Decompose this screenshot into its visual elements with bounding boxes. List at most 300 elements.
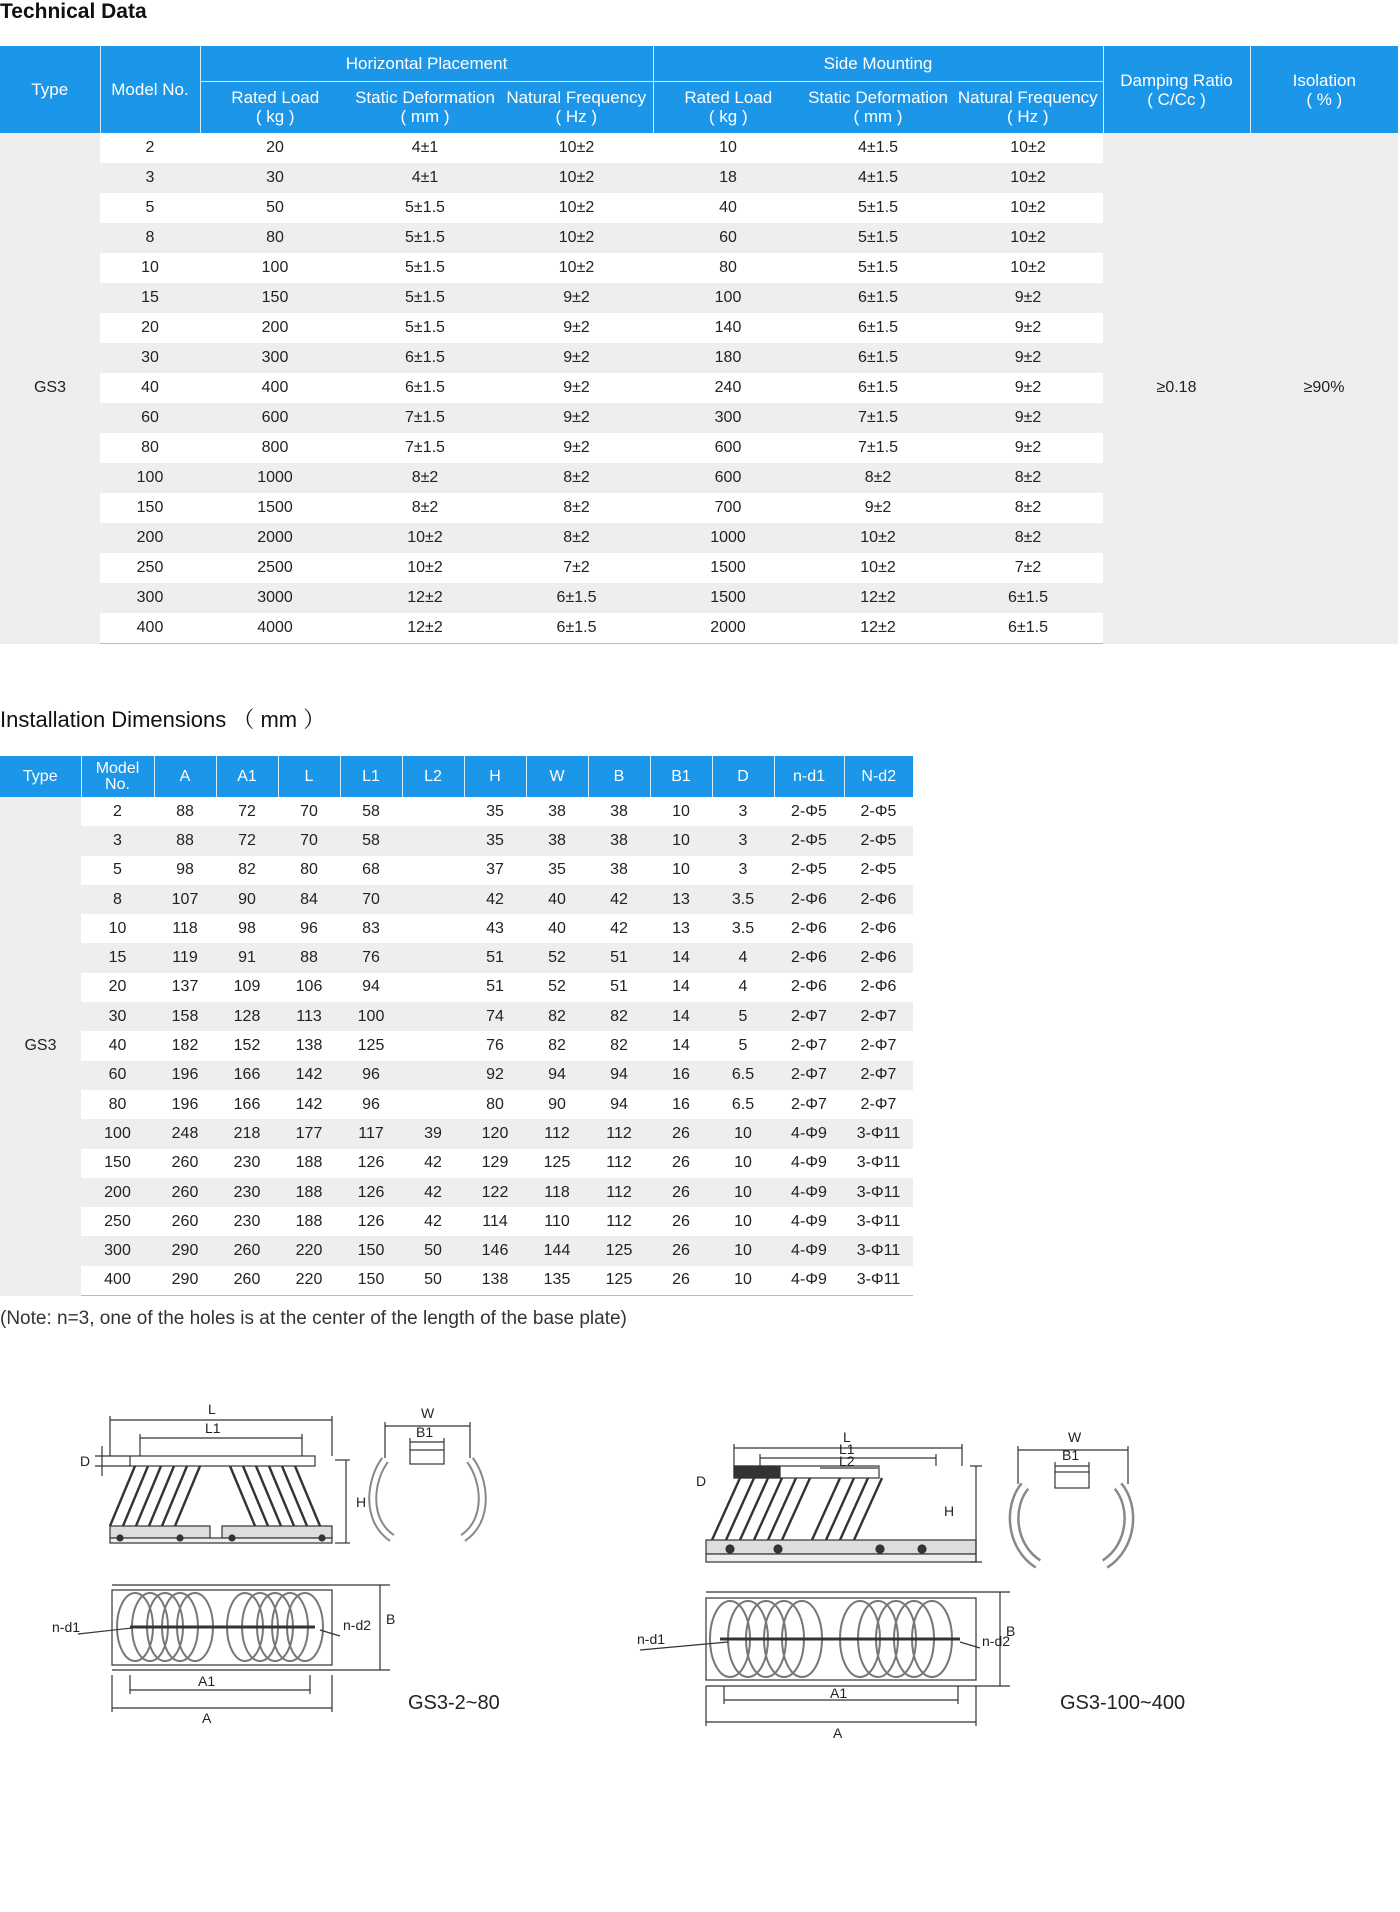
dims-cell (402, 1031, 464, 1060)
tech-cell: 2 (145, 139, 155, 156)
dims-cell: 82 (548, 1037, 566, 1055)
tech-isolation-cell: ≥90% (1250, 133, 1398, 644)
dims-cell: 91 (216, 943, 278, 972)
dims-cell (402, 973, 464, 1002)
tech-cell: 10±2 (558, 199, 595, 216)
tech-cell: 18 (653, 163, 803, 193)
dims-cell: 119 (154, 943, 216, 972)
group-side-mounting: Side Mounting (653, 46, 1103, 81)
dims-row (0, 1031, 913, 1060)
tech-cell: 12±2 (803, 583, 953, 613)
dims-cell: 110 (544, 1212, 570, 1230)
tech-cell: 8 (100, 223, 200, 253)
dims-cell: 51 (588, 943, 650, 972)
dims-cell: 196 (171, 1095, 199, 1113)
dims-cell: 3.5 (712, 885, 774, 914)
dim-label-A1: A1 (198, 1673, 216, 1689)
dims-cell: 166 (216, 1061, 278, 1090)
tech-cell: 9±2 (563, 319, 590, 336)
dims-cell: 76 (340, 943, 402, 972)
dims-cell: 90 (548, 1095, 566, 1113)
installation-dimensions-table (0, 756, 913, 1296)
tech-cell: 5±1.5 (350, 283, 500, 313)
dims-cell: 5 (738, 1037, 748, 1055)
tech-cell: 10±2 (860, 559, 896, 576)
dims-row (0, 885, 913, 914)
tech-cell: 60 (100, 403, 200, 433)
tech-cell: 9±2 (953, 343, 1103, 373)
tech-cell: 6±1.5 (500, 613, 653, 644)
tech-cell: 9±2 (1014, 379, 1042, 396)
dims-cell: 218 (216, 1119, 278, 1148)
dim-label-n-d2: n-d2 (343, 1617, 372, 1633)
dim-label-L-large: L (843, 1429, 851, 1445)
dims-cell: 107 (154, 885, 216, 914)
tech-cell: 600 (200, 403, 350, 433)
dims-cell: 51 (610, 978, 628, 996)
dims-cell: 10 (108, 919, 127, 937)
tech-cell: 9±2 (563, 379, 590, 396)
dims-cell: 96 (340, 1061, 402, 1090)
dims-cell: 112 (606, 1212, 632, 1230)
dims-cell: 112 (588, 1178, 650, 1207)
dims-cell: 6.5 (731, 1095, 755, 1113)
tech-cell: 5±1.5 (405, 199, 445, 216)
tech-cell: 10±2 (558, 259, 595, 276)
tech-cell: 30 (200, 163, 350, 193)
installation-dimensions-title: Installation Dimensions （ mm ） (0, 707, 326, 732)
tech-cell: 10±2 (350, 523, 500, 553)
dims-cell: 10 (712, 1178, 774, 1207)
tech-cell: 7±1.5 (405, 439, 445, 456)
dims-cell: 260 (171, 1212, 199, 1230)
dims-cell: 8 (81, 885, 154, 914)
dims-row (0, 797, 913, 826)
col-h-static-deformation: Static Deformation ( mm ) (350, 81, 500, 133)
dims-cell: 26 (650, 1236, 712, 1265)
dims-cell: 150 (104, 1154, 131, 1172)
dims-cell: 2-Φ7 (844, 1002, 913, 1031)
dims-row (0, 1090, 913, 1119)
tech-cell: 2000 (653, 613, 803, 644)
caption-gs3-100-400: GS3-100~400 (1060, 1692, 1186, 1714)
dims-cell: 230 (233, 1212, 261, 1230)
dims-cell: 40 (548, 919, 566, 937)
tech-cell: 4±1.5 (803, 163, 953, 193)
col-isolation: Isolation ( % ) (1250, 46, 1398, 133)
tech-cell: 12±2 (350, 613, 500, 644)
dim-label-D: D (80, 1453, 91, 1469)
dims-cell: 38 (610, 861, 628, 879)
dims-cell: 125 (588, 1266, 650, 1296)
tech-cell: 5±1.5 (803, 223, 953, 253)
dims-cell: 37 (486, 861, 504, 879)
tech-cell: 60 (653, 223, 803, 253)
dims-cell: 83 (362, 919, 380, 937)
tech-cell: 100 (261, 259, 289, 276)
dims-col-a1: A1 (216, 756, 278, 797)
dims-cell: 3 (738, 802, 748, 820)
dims-cell: 5 (113, 861, 122, 879)
tech-cell: 150 (200, 283, 350, 313)
dims-cell: 74 (464, 1002, 526, 1031)
dim-label-L1: L1 (205, 1420, 221, 1436)
dims-cell: 26 (650, 1119, 712, 1148)
dims-row (0, 1149, 913, 1178)
dims-cell: 2-Φ7 (844, 1061, 913, 1090)
dims-cell: 290 (154, 1266, 216, 1296)
tech-cell: 9±2 (953, 283, 1103, 313)
dim-label-W-large: W (1068, 1429, 1082, 1445)
dims-cell: 230 (233, 1154, 261, 1172)
tech-cell: 700 (714, 499, 742, 516)
dims-cell: 3-Φ11 (844, 1178, 913, 1207)
dims-cell: 50 (402, 1236, 464, 1265)
dims-cell: 200 (81, 1178, 154, 1207)
dims-cell: 150 (340, 1236, 402, 1265)
tech-cell: 80 (200, 223, 350, 253)
dims-cell: 112 (588, 1119, 650, 1148)
dims-cell: 82 (588, 1002, 650, 1031)
dims-cell: 14 (650, 943, 712, 972)
dims-cell: 158 (154, 1002, 216, 1031)
dims-col-b1: B1 (650, 756, 712, 797)
dims-cell: 2-Φ7 (774, 1002, 844, 1031)
dims-cell: 76 (486, 1037, 504, 1055)
dims-cell: 10 (650, 826, 712, 855)
dims-cell: 2-Φ7 (860, 1095, 897, 1113)
dims-cell: 42 (464, 885, 526, 914)
tech-cell: 100 (653, 283, 803, 313)
dims-cell: 94 (610, 1095, 628, 1113)
dims-cell: 118 (526, 1178, 588, 1207)
dims-cell: 142 (295, 1095, 323, 1113)
tech-cell: 10 (719, 139, 737, 156)
dims-cell: 40 (526, 885, 588, 914)
dims-cell: 2-Φ6 (860, 919, 897, 937)
dims-cell: 114 (482, 1212, 508, 1230)
tech-cell: 8±2 (563, 499, 590, 516)
dims-cell: 118 (172, 919, 198, 937)
tech-cell: 140 (714, 319, 742, 336)
dims-cell: 3.5 (731, 919, 755, 937)
dims-col-n-d1: n-d1 (774, 756, 844, 797)
tech-cell: 10±2 (1010, 139, 1046, 156)
front-view-small (80, 1401, 366, 1543)
tech-cell: 5±1.5 (858, 199, 898, 216)
dims-cell: 42 (610, 919, 628, 937)
dims-cell: 94 (588, 1061, 650, 1090)
dims-cell: 177 (278, 1119, 340, 1148)
dims-type-cell: GS3 (0, 797, 81, 1296)
tech-cell: 2500 (257, 559, 293, 576)
tech-cell: 40 (719, 199, 737, 216)
dims-cell: 40 (108, 1037, 127, 1055)
dims-cell: 42 (424, 1154, 442, 1172)
tech-cell: 10±2 (500, 223, 653, 253)
tech-damping-cell: ≥0.18 (1103, 133, 1250, 644)
dims-cell: 10 (672, 861, 690, 879)
dims-cell: 182 (171, 1037, 199, 1055)
dim-label-L: L (208, 1401, 216, 1417)
dims-col-b: B (588, 756, 650, 797)
tech-cell: 4±1.5 (858, 139, 898, 156)
dims-cell: 260 (171, 1154, 199, 1172)
dims-cell: 260 (154, 1178, 216, 1207)
tech-cell: 4000 (200, 613, 350, 644)
tech-cell: 5 (145, 199, 155, 216)
front-view-large (696, 1429, 982, 1562)
col-h-rated-load: Rated Load ( kg ) (200, 81, 350, 133)
dims-col-h: H (464, 756, 526, 797)
dims-cell: 106 (295, 978, 323, 996)
dims-cell (402, 1061, 464, 1090)
dims-cell: 35 (464, 826, 526, 855)
tech-cell: 6±1.5 (803, 343, 953, 373)
tech-cell: 250 (136, 559, 164, 576)
dims-col-d: D (712, 756, 774, 797)
tech-cell: 1500 (710, 559, 746, 576)
dims-cell: 4 (712, 943, 774, 972)
tech-cell: 80 (141, 439, 159, 456)
dims-cell: 80 (486, 1095, 504, 1113)
dims-cell: 188 (295, 1212, 323, 1230)
dims-cell: 4-Φ9 (791, 1212, 827, 1230)
dims-cell: 94 (526, 1061, 588, 1090)
group-horizontal-placement: Horizontal Placement (200, 46, 653, 81)
tech-cell: 8±2 (411, 499, 439, 516)
tech-cell: 9±2 (1014, 319, 1042, 336)
dims-col-type: Type (0, 756, 81, 797)
dims-cell: 138 (464, 1266, 526, 1296)
dims-cell: 90 (216, 885, 278, 914)
dims-row (0, 943, 913, 972)
dims-cell: 35 (548, 861, 566, 879)
dims-cell: 125 (588, 1236, 650, 1265)
dims-cell: 30 (81, 1002, 154, 1031)
tech-cell: 7±2 (563, 559, 590, 576)
tech-row (0, 133, 1398, 163)
dims-cell: 2-Φ6 (860, 978, 897, 996)
dims-cell: 52 (526, 943, 588, 972)
dims-cell: 2-Φ6 (774, 885, 844, 914)
tech-cell: 20 (266, 139, 284, 156)
dims-cell: 26 (672, 1154, 690, 1172)
dims-cell: 52 (548, 978, 566, 996)
dims-cell: 2-Φ5 (844, 826, 913, 855)
dims-cell: 82 (238, 861, 256, 879)
dims-cell: 72 (216, 826, 278, 855)
dims-cell: 188 (295, 1154, 323, 1172)
dims-cell: 10 (734, 1154, 752, 1172)
dims-cell: 16 (672, 1095, 690, 1113)
dims-cell: 68 (362, 861, 380, 879)
dims-cell: 39 (402, 1119, 464, 1148)
dims-cell: 400 (81, 1266, 154, 1296)
dims-cell: 112 (526, 1119, 588, 1148)
tech-cell: 12±2 (350, 583, 500, 613)
dims-cell: 117 (340, 1119, 402, 1148)
tech-cell: 800 (261, 439, 289, 456)
dims-cell: 82 (526, 1002, 588, 1031)
dims-row (0, 1236, 913, 1265)
tech-cell: 300 (100, 583, 200, 613)
dims-col-model-no: Model No. (81, 756, 154, 797)
dims-row (0, 973, 913, 1002)
dims-cell: 26 (672, 1212, 690, 1230)
tech-cell: 3000 (200, 583, 350, 613)
dims-cell: 96 (300, 919, 318, 937)
dims-row (0, 1178, 913, 1207)
dims-row (0, 826, 913, 855)
dims-cell: 2-Φ6 (844, 943, 913, 972)
dims-cell: 42 (424, 1212, 442, 1230)
tech-cell: 10±2 (953, 163, 1103, 193)
dims-cell: 10 (734, 1212, 752, 1230)
tech-cell: 5±1.5 (350, 223, 500, 253)
dims-cell: 51 (464, 943, 526, 972)
dims-cell: 3-Φ11 (844, 1236, 913, 1265)
dims-cell: 112 (606, 1154, 632, 1172)
col-h-natural-frequency: Natural Frequency ( Hz ) (500, 81, 653, 133)
dim-label-A1-large: A1 (830, 1685, 848, 1701)
dims-cell: 20 (108, 978, 127, 996)
dims-cell: 26 (650, 1178, 712, 1207)
dims-cell: 260 (216, 1266, 278, 1296)
dims-cell: 120 (464, 1119, 526, 1148)
dims-cell: 38 (588, 826, 650, 855)
tech-cell: 80 (719, 259, 737, 276)
dims-cell: 126 (340, 1178, 402, 1207)
dims-cell: 51 (486, 978, 504, 996)
dims-cell: 2-Φ7 (791, 1095, 827, 1113)
col-model-no: Model No. (100, 46, 200, 133)
tech-cell: 400 (100, 613, 200, 644)
tech-cell: 8±2 (1014, 499, 1042, 516)
tech-cell: 9±2 (864, 499, 892, 516)
tech-cell: 10±2 (1010, 199, 1046, 216)
dims-cell: 2 (113, 802, 122, 820)
dims-cell (402, 885, 464, 914)
tech-cell: 10±2 (500, 163, 653, 193)
dim-label-D-large: D (696, 1473, 707, 1489)
dims-cell: 144 (526, 1236, 588, 1265)
col-damping-ratio: Damping Ratio ( C/Cc ) (1103, 46, 1250, 133)
dims-cell (402, 826, 464, 855)
col-s-rated-load: Rated Load ( kg ) (653, 81, 803, 133)
tech-cell: 300 (653, 403, 803, 433)
tech-cell: 30 (100, 343, 200, 373)
dims-cell: 10 (712, 1119, 774, 1148)
dims-cell: 166 (233, 1095, 261, 1113)
dims-cell: 2-Φ6 (774, 943, 844, 972)
tech-cell: 8±2 (500, 463, 653, 493)
tech-cell: 4±1 (411, 139, 439, 156)
dims-cell: 50 (402, 1266, 464, 1296)
col-s-natural-frequency: Natural Frequency ( Hz ) (953, 81, 1103, 133)
tech-cell: 6±1.5 (405, 379, 445, 396)
dims-cell: 3 (738, 861, 748, 879)
dims-cell: 2-Φ6 (791, 978, 827, 996)
note-text: (Note: n=3, one of the holes is at the center of the length of the base plate) (0, 1308, 627, 1329)
drawing-gs3-small (40, 1390, 500, 1730)
technical-data-title: Technical Data (0, 0, 147, 23)
dims-cell: 2-Φ5 (791, 861, 827, 879)
tech-cell: 3 (100, 163, 200, 193)
tech-cell: 40 (141, 379, 159, 396)
dims-cell: 126 (357, 1154, 385, 1172)
dims-cell: 248 (154, 1119, 216, 1148)
tech-cell: 150 (136, 499, 164, 516)
dims-cell: 129 (481, 1154, 509, 1172)
dims-cell: 4-Φ9 (774, 1178, 844, 1207)
dims-col-l1: L1 (340, 756, 402, 797)
dims-cell: 43 (486, 919, 504, 937)
dims-col-a: A (154, 756, 216, 797)
dims-cell: 92 (464, 1061, 526, 1090)
dims-cell: 250 (104, 1212, 131, 1230)
dims-cell: 3-Φ11 (856, 1212, 901, 1230)
dims-cell: 14 (650, 1002, 712, 1031)
tech-cell: 10 (141, 259, 159, 276)
dims-col-l2: L2 (402, 756, 464, 797)
dims-cell: 3-Φ11 (844, 1266, 913, 1296)
dims-cell: 300 (81, 1236, 154, 1265)
tech-cell: 6±1.5 (953, 583, 1103, 613)
dim-label-A: A (202, 1710, 212, 1726)
dims-cell: 135 (526, 1266, 588, 1296)
dims-cell: 2-Φ7 (774, 1061, 844, 1090)
dims-row (0, 1119, 913, 1148)
dims-cell: 15 (81, 943, 154, 972)
technical-data-table (0, 46, 1398, 644)
dims-cell: 100 (81, 1119, 154, 1148)
dims-cell: 4-Φ9 (774, 1266, 844, 1296)
dims-cell: 60 (81, 1061, 154, 1090)
tech-cell: 180 (653, 343, 803, 373)
dims-cell: 94 (362, 978, 380, 996)
tech-cell: 8±2 (500, 523, 653, 553)
dims-cell: 84 (278, 885, 340, 914)
top-view-large (637, 1592, 1015, 1741)
side-view-large (1014, 1429, 1129, 1564)
dims-cell (402, 797, 464, 826)
dims-cell: 150 (340, 1266, 402, 1296)
dims-cell: 42 (402, 1178, 464, 1207)
dims-cell: 14 (672, 1037, 690, 1055)
tech-cell: 8±2 (953, 463, 1103, 493)
tech-cell: 8±2 (350, 463, 500, 493)
dims-cell: 100 (340, 1002, 402, 1031)
tech-cell: 9±2 (953, 403, 1103, 433)
dim-label-A-large: A (833, 1725, 843, 1741)
dims-cell: 142 (278, 1061, 340, 1090)
tech-cell: 20 (141, 319, 159, 336)
dims-cell: 6.5 (712, 1061, 774, 1090)
dims-cell: 2-Φ5 (860, 861, 897, 879)
tech-cell: 6±1.5 (350, 343, 500, 373)
tech-cell: 200 (100, 523, 200, 553)
dim-label-n-d1: n-d1 (52, 1619, 81, 1635)
tech-cell: 200 (261, 319, 289, 336)
tech-cell: 6±1.5 (500, 583, 653, 613)
dims-cell: 3 (81, 826, 154, 855)
tech-cell: 7±1.5 (858, 439, 898, 456)
tech-cell: 10±2 (407, 559, 443, 576)
tech-cell: 9±2 (500, 403, 653, 433)
dims-cell: 38 (610, 802, 628, 820)
dims-cell: 2-Φ7 (791, 1037, 827, 1055)
